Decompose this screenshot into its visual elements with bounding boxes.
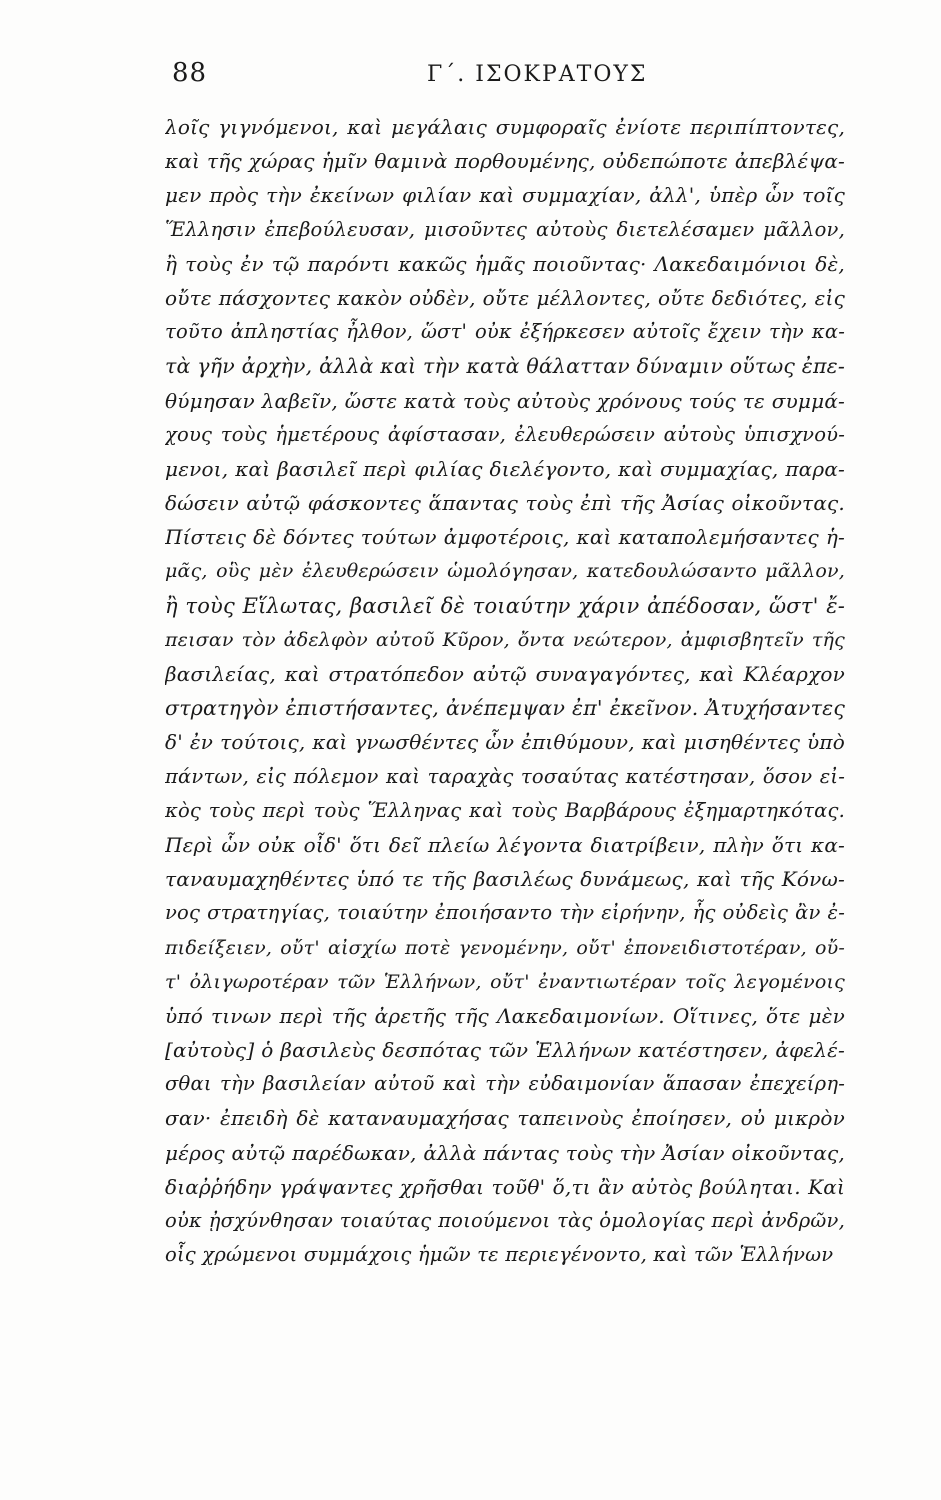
text-line: Ἕλλησιν ἐπεβούλευσαν, μισοῦντες αὐτοὺς διετελέσαμεν μᾶλλον, bbox=[165, 217, 845, 241]
text-line: μενοι, καὶ βασιλεῖ περὶ φιλίας διελέγοντο, καὶ συμμαχίας, παρα- bbox=[165, 456, 845, 481]
text-line: χους τοὺς ἡμετέρους ἀφίστασαν, ἐλευθερώσειν αὐτοὺς ὑπισχνού- bbox=[165, 422, 845, 446]
text-line: ἢ τοὺς ἐν τῷ παρόντι κακῶς ἡμᾶς ποιοῦντας· Λακεδαιμόνιοι δὲ, bbox=[165, 251, 845, 276]
text-line: σθαι τὴν βασιλείαν αὐτοῦ καὶ τὴν εὐδαιμονίαν ἅπασαν ἐπεχείρη- bbox=[165, 1072, 845, 1096]
page-number: 88 bbox=[172, 58, 208, 88]
text-line: οἷς χρώμενοι συμμάχοις ἡμῶν τε περιεγένοντο, καὶ τῶν Ἑλλήνων bbox=[165, 1243, 834, 1267]
text-line: πιδείξειεν, οὔτ' αἰσχίω ποτὲ γενομένην, οὔτ' ἐπονειδιστοτέραν, οὔ- bbox=[165, 936, 845, 959]
text-line: Πίστεις δὲ δόντες τούτων ἀμφοτέροις, καὶ καταπολεμήσαντες ἡ- bbox=[165, 525, 845, 550]
text-line: ἢ τοὺς Εἵλωτας, βασιλεῖ δὲ τοιαύτην χάριν ἀπέδοσαν, ὥστ' ἔ- bbox=[165, 593, 845, 618]
running-title: Γ΄. ΙΣΟΚΡΑΤΟΥΣ bbox=[427, 62, 648, 87]
text-line: λοῖς γιγνόμενοι, καὶ μεγάλαις συμφοραῖς ἐνίοτε περιπίπτοντες, bbox=[165, 115, 845, 139]
text-line: οὔτε πάσχοντες κακὸν οὐδὲν, οὔτε μέλλοντες, οὔτε δεδιότες, εἰς bbox=[165, 285, 845, 310]
text-line: ὑπό τινων περὶ τῆς ἀρετῆς τῆς Λακεδαιμονίων. Οἵτινες, ὅτε μὲν bbox=[165, 1003, 845, 1028]
text-line: διαῤῥήδην γράψαντες χρῆσθαι τοῦθ' ὅ,τι ἂν αὐτὸς βούληται. Καὶ bbox=[165, 1174, 845, 1199]
text-line: σαν· ἐπειδὴ δὲ καταναυμαχήσας ταπεινοὺς ἐποίησεν, οὐ μικρὸν bbox=[165, 1106, 845, 1131]
text-line: οὐκ ᾐσχύνθησαν τοιαύτας ποιούμενοι τὰς ὁμολογίας περὶ ἀνδρῶν, bbox=[165, 1209, 845, 1232]
text-line: κὸς τοὺς περὶ τοὺς Ἕλληνας καὶ τοὺς Βαρβάρους ἐξημαρτηκότας. bbox=[165, 798, 845, 822]
running-head bbox=[172, 58, 832, 94]
text-line: ταναυμαχηθέντες ὑπό τε τῆς βασιλέως δυνάμεως, καὶ τῆς Κόνω- bbox=[165, 867, 845, 892]
text-line: τὰ γῆν ἀρχὴν, ἀλλὰ καὶ τὴν κατὰ θάλατταν δύναμιν οὕτως ἐπε- bbox=[165, 354, 845, 379]
text-line: μεν πρὸς τὴν ἐκείνων φιλίαν καὶ συμμαχίαν, ἀλλ', ὑπὲρ ὧν τοῖς bbox=[165, 183, 845, 208]
text-line: καὶ τῆς χώρας ἡμῖν θαμινὰ πορθουμένης, οὐδεπώποτε ἀπεβλέψα- bbox=[165, 149, 845, 174]
text-line: [αὐτοὺς] ὁ βασιλεὺς δεσπότας τῶν Ἑλλήνων κατέστησεν, ἀφελέ- bbox=[165, 1038, 845, 1063]
text-line: Περὶ ὧν οὐκ οἶδ' ὅτι δεῖ πλείω λέγοντα διατρίβειν, πλὴν ὅτι κα- bbox=[165, 832, 845, 857]
body-text bbox=[165, 110, 845, 1272]
text-line: μᾶς, οὓς μὲν ἐλευθερώσειν ὡμολόγησαν, κατεδουλώσαντο μᾶλλον, bbox=[165, 560, 845, 583]
text-line: δ' ἐν τούτοις, καὶ γνωσθέντες ὧν ἐπιθύμουν, καὶ μισηθέντες ὑπὸ bbox=[165, 730, 845, 755]
text-line: τοῦτο ἀπληστίας ἦλθον, ὥστ' οὐκ ἐξήρκεσεν αὐτοῖς ἔχειν τὴν κα- bbox=[165, 320, 845, 344]
text-line: στρατηγὸν ἐπιστήσαντες, ἀνέπεμψαν ἐπ' ἐκεῖνον. Ἀτυχήσαντες bbox=[165, 696, 845, 721]
text-line: πάντων, εἰς πόλεμον καὶ ταραχὰς τοσαύτας κατέστησαν, ὅσον εἰ- bbox=[165, 764, 845, 788]
text-line: πεισαν τὸν ἀδελφὸν αὐτοῦ Κῦρον, ὄντα νεώτερον, ἀμφισβητεῖν τῆς bbox=[165, 628, 845, 651]
text-line: βασιλείας, καὶ στρατόπεδον αὐτῷ συναγαγόντες, καὶ Κλέαρχον bbox=[165, 662, 845, 686]
text-line: δώσειν αὐτῷ φάσκοντες ἅπαντας τοὺς ἐπὶ τῆς Ἀσίας οἰκοῦντας. bbox=[165, 491, 845, 516]
text-line: μέρος αὐτῷ παρέδωκαν, ἀλλὰ πάντας τοὺς τὴν Ἀσίαν οἰκοῦντας, bbox=[165, 1140, 845, 1165]
text-line: νος στρατηγίας, τοιαύτην ἐποιήσαντο τὴν εἰρήνην, ἧς οὐδεὶς ἂν ἐ- bbox=[165, 901, 845, 925]
text-line: τ' ὀλιγωροτέραν τῶν Ἑλλήνων, οὔτ' ἐναντιωτέραν τοῖς λεγομένοις bbox=[165, 970, 845, 993]
text-line: θύμησαν λαβεῖν, ὥστε κατὰ τοὺς αὐτοὺς χρόνους τούς τε συμμά- bbox=[165, 388, 845, 413]
